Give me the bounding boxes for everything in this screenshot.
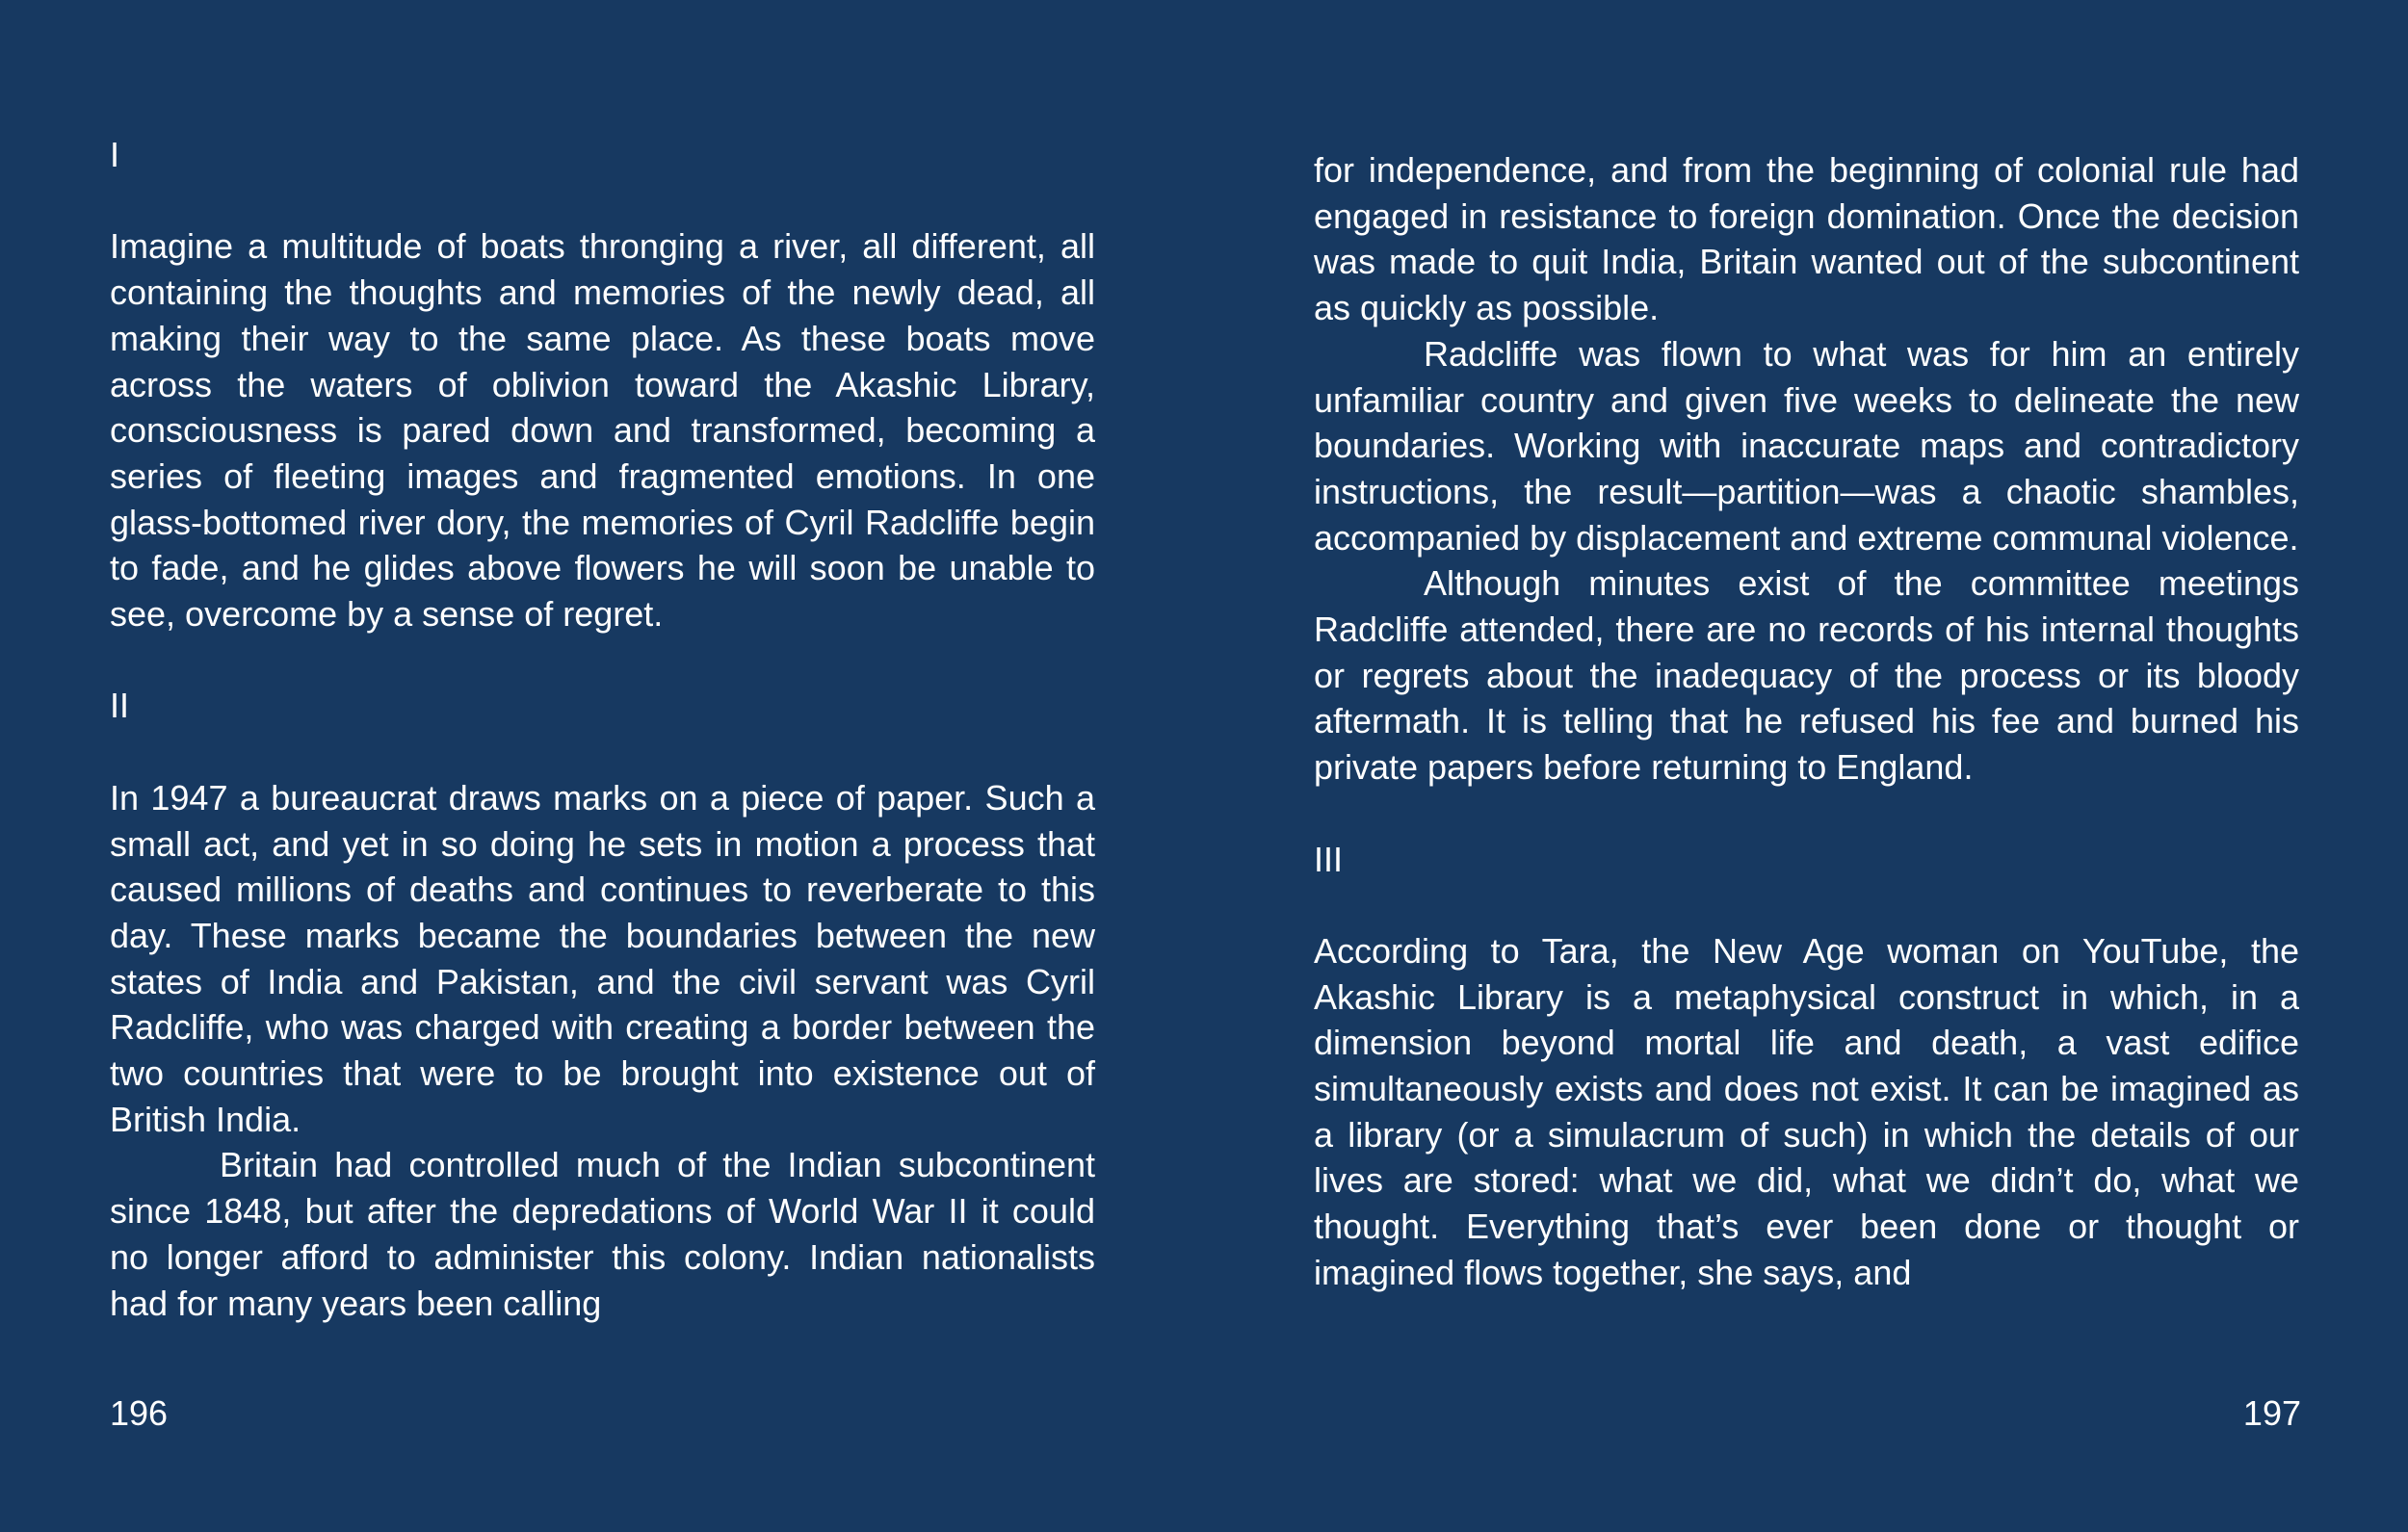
paragraph-minutes: Although minutes exist of the committee meetings Radcliffe attended, there are no records of his internal thoughts or regrets about the inadequacy of the process or its bloody aftermath. It is telling that he refused his fee and burned his private papers before returning to England. <box>1314 563 2299 788</box>
paragraph-akashic-library: According to Tara, the New Age woman on YouTube, the Akashic Library is a metaphysical construct in which, in a dimension beyond mortal life and death, a vast edifice simultaneously exists and does not exist. It can be imagined as a library (or a simulacrum of such) in which the details of our lives are stored: what we did, what we didn’t do, what we thought. Everything that’s ever been done or thought or imagined flows together, she says, and <box>1314 930 2299 1292</box>
spacer <box>110 729 1095 775</box>
paragraph-boats: Imagine a multitude of boats thronging a river, all different, all containing the thoughts and memories of the newly dead, all making their way to the same place. As these boats move across the waters of oblivion toward the Akashic Library, consciousness is pared down and transformed, becoming a series of fleeting images and fragmented emotions. In one glass-bottomed river dory, the memories of Cyril Radcliffe begin to fade, and he glides above flowers he will soon be unable to see, overcome by a sense of regret. <box>110 226 1095 635</box>
paragraph-bureaucrat: In 1947 a bureaucrat draws marks on a piece of paper. Such a small act, and yet in so doing he sets in motion a process that caused millions of deaths and continues to reverberate to this day. These marks became the boundaries between the new states of India and Pakistan, and the civil servant was Cyril Radcliffe, who was charged with creating a border between the two countries that were to be brought into existence out of British India. <box>110 777 1095 1139</box>
page-number-right: 197 <box>2242 1393 2301 1433</box>
right-text-column <box>1314 147 2299 1296</box>
left-text-column <box>110 132 1095 1326</box>
section-numeral-ii: II <box>110 686 130 726</box>
spacer <box>1314 882 2299 928</box>
spacer <box>110 178 1095 224</box>
section-numeral-iii: III <box>1314 839 1344 879</box>
right-page <box>1204 0 2408 1532</box>
spacer <box>110 637 1095 684</box>
section-numeral-i: I <box>110 135 120 174</box>
paragraph-britain: Britain had controlled much of the Indian subcontinent since 1848, but after the depredations of World War II it could no longer afford to administer this colony. Indian nationalists had for many years been calling <box>110 1145 1095 1323</box>
paragraph-radcliffe-flown: Radcliffe was flown to what was for him an entirely unfamiliar country and given five weeks to delineate the new boundaries. Working with inaccurate maps and contradictory instructions, the result—partition—was a chaotic shambles, accompanied by displacement and extreme communal violence. <box>1314 333 2299 558</box>
page-number-left: 196 <box>110 1393 169 1433</box>
spacer <box>1314 791 2299 837</box>
paragraph-independence: for independence, and from the beginning of colonial rule had engaged in resistance to foreign domination. Once the decision was made to quit India, Britain wanted out of the subcontinent as quickly as possible. <box>1314 150 2299 328</box>
